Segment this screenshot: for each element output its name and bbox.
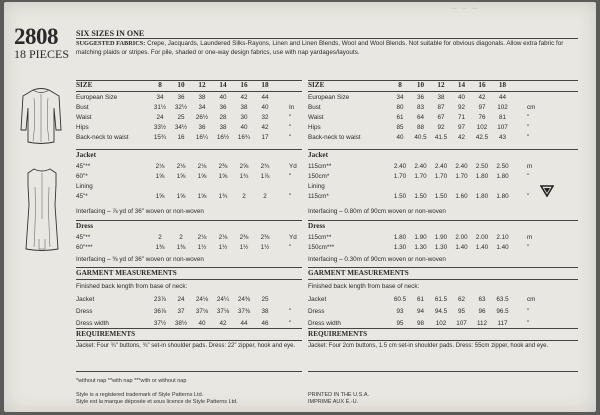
table-cell: 67 <box>437 114 445 121</box>
table-cell: 42 <box>219 320 227 327</box>
garment-rule <box>76 267 302 268</box>
table-cell: 97 <box>457 124 465 131</box>
unit-label: Yd <box>289 234 297 241</box>
table-cell: 33½ <box>153 124 167 131</box>
table-cell: 97 <box>478 104 486 111</box>
table-cell: 42.5 <box>475 134 489 141</box>
table-cell: 62 <box>457 296 465 303</box>
table-cell: 46 <box>261 320 269 327</box>
requirements-heading-rule <box>76 340 302 341</box>
table-cell: 1⅝ <box>155 193 165 200</box>
pattern-envelope-back <box>4 2 596 412</box>
garment-row-label: Jacket <box>76 296 95 303</box>
table-cell: 43 <box>498 134 506 141</box>
unit-label: m <box>527 234 533 241</box>
requirements-rule <box>308 328 578 329</box>
table-cell: 42 <box>240 94 248 101</box>
table-cell: 107 <box>456 320 467 327</box>
table-cell: 1.40 <box>455 244 468 251</box>
table-cell: 28 <box>219 114 227 121</box>
table-cell: 36⅞ <box>153 308 167 315</box>
table-cell: 81 <box>498 114 506 121</box>
table-cell: 1.60 <box>455 193 468 200</box>
dress-rule <box>308 220 578 221</box>
size-column-header: 18 <box>498 81 507 89</box>
jacket-heading: Jacket <box>308 151 328 159</box>
table-cell: 2⅜ <box>218 163 228 170</box>
table-cell: 38½ <box>174 320 188 327</box>
table-cell: 1½ <box>197 244 207 251</box>
table-cell: 38 <box>437 94 445 101</box>
table-cell: 1.50 <box>414 193 427 200</box>
table-cell: 63 <box>478 296 486 303</box>
dress-row-label: 150cm*** <box>308 244 335 251</box>
pattern-number: 2808 <box>14 24 58 49</box>
table-cell: 36 <box>177 94 185 101</box>
table-cell: 16¾ <box>237 134 251 141</box>
jacket-rule <box>76 149 302 150</box>
table-cell: 2⅜ <box>239 234 249 241</box>
unit-label: " <box>289 114 292 121</box>
size-row-label: European Size <box>308 94 350 101</box>
table-cell: 1½ <box>218 244 228 251</box>
table-cell: 42 <box>457 134 465 141</box>
table-cell: 93 <box>396 308 404 315</box>
table-cell: 1⅝ <box>218 173 228 180</box>
table-cell: 83 <box>416 104 424 111</box>
size-column-header: 14 <box>457 81 466 89</box>
jacket-interfacing: Interfacing – 0.80m of 90cm woven or non-woven <box>308 208 446 215</box>
garment-measurements-heading: GARMENT MEASUREMENTS <box>76 269 177 277</box>
table-cell: 76 <box>478 114 486 121</box>
size-column-header: 12 <box>198 81 206 89</box>
table-cell: 94.5 <box>434 308 448 315</box>
table-cell: 1¾ <box>218 193 228 200</box>
table-cell: 1.90 <box>434 234 448 241</box>
table-cell: 1⅜ <box>155 244 165 251</box>
jacket-interfacing: Interfacing – ⅞ yd of 36" woven or non-woven <box>76 208 204 215</box>
table-cell: 1.80 <box>496 173 509 180</box>
dress-heading: Dress <box>76 222 94 230</box>
garment-heading-rule <box>76 279 302 280</box>
garment-row-label: Dress <box>76 308 93 315</box>
table-cell: 61 <box>396 114 404 121</box>
table-cell: 1.70 <box>414 173 427 180</box>
nap-note: *without nap **with nap ***with or without nap <box>76 378 187 384</box>
table-cell: 1½ <box>260 244 270 251</box>
requirements-bottom-rule <box>308 371 578 372</box>
size-heading-rule <box>76 91 302 92</box>
table-cell: 23⅞ <box>153 296 167 303</box>
table-cell: 71 <box>457 114 465 121</box>
size-column-header: 10 <box>416 81 425 89</box>
garment-subheading: Finished back length from base of neck: <box>308 283 420 290</box>
unit-label: " <box>289 124 292 131</box>
size-row-label: Bust <box>308 104 321 111</box>
table-cell: 96 <box>478 308 486 315</box>
table-cell: 44 <box>261 94 269 101</box>
table-cell: 40 <box>261 104 269 111</box>
table-cell: 1.80 <box>496 193 509 200</box>
table-cell: 1.40 <box>496 244 509 251</box>
requirements-heading-rule <box>308 340 578 341</box>
size-row-label: Hips <box>76 124 89 131</box>
dress-interfacing: Interfacing – 0.30m of 90cm woven or non-woven <box>308 256 446 263</box>
table-cell: 2⅛ <box>197 234 207 241</box>
table-cell: 2⅝ <box>239 163 249 170</box>
table-cell: 2⅛ <box>176 163 186 170</box>
garment-row-label: Dress width <box>76 320 109 327</box>
table-cell: 40 <box>198 320 206 327</box>
table-cell: 40 <box>396 134 404 141</box>
table-cell: 95 <box>457 308 465 315</box>
table-cell: 1⅜ <box>176 244 186 251</box>
table-cell: 1.40 <box>475 244 489 251</box>
suggested-fabrics <box>76 40 576 57</box>
table-cell: 24 <box>177 296 185 303</box>
table-cell: 2⅛ <box>197 163 207 170</box>
unit-label: " <box>527 114 530 121</box>
table-cell: 32½ <box>174 104 188 111</box>
table-cell: 32 <box>261 114 269 121</box>
jacket-row-label: 115cm* <box>308 193 329 200</box>
table-cell: 87 <box>437 104 445 111</box>
table-cell: 36 <box>219 104 227 111</box>
size-row-label: European Size <box>76 94 118 101</box>
table-cell: 44 <box>498 94 506 101</box>
unit-label: " <box>289 308 292 315</box>
table-cell: 102 <box>476 124 488 131</box>
table-cell: 1.80 <box>475 173 489 180</box>
unit-label: " <box>527 134 530 141</box>
table-cell: 40 <box>219 94 227 101</box>
table-cell: 61 <box>416 296 424 303</box>
unit-label: " <box>527 124 530 131</box>
table-cell: 107 <box>497 124 508 131</box>
garment-heading-rule <box>308 279 578 280</box>
requirements-heading: REQUIREMENTS <box>308 330 368 338</box>
dress-row-label: 45"** <box>76 234 91 241</box>
table-cell: 1.70 <box>455 173 468 180</box>
table-cell: 92 <box>437 124 445 131</box>
table-cell: 1.80 <box>393 234 407 241</box>
size-row-label: Waist <box>308 114 324 121</box>
size-row-label: Back-neck to waist <box>76 134 129 141</box>
table-cell: 34 <box>156 94 164 101</box>
table-cell: 2.00 <box>475 234 489 241</box>
table-cell: 38 <box>198 94 206 101</box>
table-cell: 2.50 <box>475 163 489 170</box>
jacket-row-label: Lining <box>308 183 325 190</box>
table-cell: 38 <box>219 124 227 131</box>
table-cell: 37⅛ <box>216 308 230 315</box>
table-cell: 1.80 <box>475 193 489 200</box>
table-cell: 25 <box>177 114 185 121</box>
jacket-row-label: Lining <box>76 183 93 190</box>
requirements-rule <box>76 328 302 329</box>
faded-stamp: ~ ~ ~ <box>450 4 479 14</box>
size-row-label: Back-neck to waist <box>308 134 361 141</box>
table-cell: 40 <box>457 94 465 101</box>
table-cell: 2.00 <box>455 234 468 241</box>
garment-row-label: Dress <box>308 308 325 315</box>
table-cell: 34 <box>396 94 404 101</box>
table-cell: 26½ <box>195 114 209 121</box>
table-cell: 94 <box>416 308 424 315</box>
table-cell: 40 <box>240 124 248 131</box>
table-cell: 1.30 <box>393 244 407 251</box>
size-column-header: 10 <box>177 81 185 89</box>
table-cell: 1.70 <box>434 173 448 180</box>
table-cell: 40.5 <box>414 134 427 141</box>
table-cell: 37⅜ <box>237 308 251 315</box>
table-cell: 63.5 <box>496 296 509 303</box>
unit-label: " <box>289 134 292 141</box>
table-cell: 102 <box>497 104 508 111</box>
jacket-row-label: 150cm* <box>308 173 330 180</box>
unit-label: " <box>527 320 530 327</box>
table-cell: 1.50 <box>393 193 407 200</box>
table-cell: 16¼ <box>195 134 209 141</box>
unit-label: " <box>289 244 292 251</box>
unit-label: " <box>527 244 530 251</box>
table-cell: 2⅛ <box>155 163 165 170</box>
table-cell: 85 <box>396 124 404 131</box>
unit-label: " <box>289 320 292 327</box>
size-column-header: 16 <box>478 81 486 89</box>
table-cell: 1⅝ <box>176 173 186 180</box>
table-cell: 44 <box>240 320 248 327</box>
unit-label: " <box>289 193 292 200</box>
requirements-text: Jacket: Four ¾" buttons, ¾" set-in shoulder pads. Dress: 22" zipper, hook and eye. <box>76 343 296 349</box>
table-cell: 102 <box>435 320 447 327</box>
table-cell: 15¾ <box>153 134 167 141</box>
requirements-bottom-rule <box>76 371 302 372</box>
trademark-french: Style est la marque déposée et sous licence de Style Patterns Ltd. <box>76 399 238 405</box>
table-cell: 36 <box>416 94 424 101</box>
table-cell: 24 <box>156 114 164 121</box>
dress-back-sketch <box>20 165 64 253</box>
table-cell: 2 <box>242 193 246 200</box>
table-cell: 1⅞ <box>260 173 270 180</box>
table-cell: 2.40 <box>393 163 407 170</box>
table-cell: 1.70 <box>393 173 407 180</box>
table-cell: 41.5 <box>434 134 448 141</box>
unit-label: " <box>527 193 530 200</box>
table-cell: 2.40 <box>414 163 427 170</box>
pattern-header <box>14 26 69 60</box>
table-cell: 2 <box>158 234 162 241</box>
table-cell: 16½ <box>216 134 230 141</box>
table-cell: 34½ <box>174 124 188 131</box>
size-row-label: Waist <box>76 114 92 121</box>
triangle-marker-icon <box>540 185 554 197</box>
dress-row-label: 60"*** <box>76 244 93 251</box>
table-cell: 36 <box>198 124 206 131</box>
table-cell: 1¾ <box>239 173 249 180</box>
dress-heading: Dress <box>308 222 326 230</box>
sizes-label: SIX SIZES IN ONE <box>76 29 145 38</box>
requirements-text: Jacket: Four 2cm buttons, 1.5 cm set-in shoulder pads. Dress: 55cm zipper, hook and eye. <box>308 343 549 349</box>
table-cell: 2.40 <box>455 163 468 170</box>
unit-label: " <box>527 173 530 180</box>
size-column-header: 18 <box>261 81 269 89</box>
table-cell: 34 <box>198 104 206 111</box>
size-heading: SIZE <box>308 81 325 89</box>
header-divider <box>76 38 578 39</box>
table-cell: 112 <box>476 320 488 327</box>
jacket-row-label: 115cm** <box>308 163 332 170</box>
table-cell: 98 <box>416 320 424 327</box>
size-column-header: 12 <box>437 81 445 89</box>
garment-row-label: Dress width <box>308 320 341 327</box>
dress-row-label: 115cm** <box>308 234 332 241</box>
table-cell: 37½ <box>153 320 167 327</box>
size-column-header: 14 <box>219 81 227 89</box>
table-cell: 61.5 <box>434 296 448 303</box>
garment-rule <box>308 267 578 268</box>
jacket-row-label: 60"* <box>76 173 88 180</box>
table-cell: 2 <box>179 234 183 241</box>
unit-label: " <box>289 173 292 180</box>
jacket-heading: Jacket <box>76 151 96 159</box>
unit-label: cm <box>527 104 536 111</box>
table-cell: 60.5 <box>393 296 407 303</box>
table-cell: 80 <box>396 104 404 111</box>
size-row-label: Hips <box>308 124 321 131</box>
dress-interfacing: Interfacing – ⅜ yd of 36" woven or non-woven <box>76 256 204 263</box>
table-cell: 1½ <box>239 244 249 251</box>
jacket-rule <box>308 149 578 150</box>
garment-measurements-heading: GARMENT MEASUREMENTS <box>308 269 409 277</box>
table-cell: 1⅝ <box>176 193 186 200</box>
printed-in-usa: PRINTED IN THE U.S.A. <box>308 392 370 398</box>
table-cell: 1⅝ <box>197 173 207 180</box>
table-cell: 38 <box>261 308 269 315</box>
unit-label: m <box>527 163 533 170</box>
pattern-pieces: 18 PIECES <box>14 47 70 61</box>
size-column-header: 8 <box>158 81 162 89</box>
table-cell: 2 <box>263 193 267 200</box>
printed-in-usa-french: IMPRIMÉ AUX É.-U. <box>308 399 359 405</box>
table-cell: 25 <box>261 296 269 303</box>
table-cell: 37⅛ <box>195 308 209 315</box>
trademark-english: Style is a registered trademark of Style Patterns Ltd. <box>76 392 204 398</box>
table-cell: 1.90 <box>414 234 427 241</box>
table-cell: 2¾ <box>260 163 270 170</box>
table-cell: 42 <box>261 124 269 131</box>
jacket-row-label: 45"* <box>76 193 88 200</box>
table-cell: 30 <box>240 114 248 121</box>
size-heading-rule <box>308 91 578 92</box>
table-cell: 2⅛ <box>218 234 228 241</box>
fabrics-text: Crepe, Jacquards, Laundered Silks-Rayons, Linen and Linen Blends, Wool and Wool Blends. Not suitable for obvious diagonals. Allow extra fabric for matching plaids or stripes. For pile, shaded or one-way design fabrics, use with nap yardages/layouts. <box>76 40 564 56</box>
table-cell: 88 <box>416 124 424 131</box>
table-cell: 95 <box>396 320 404 327</box>
table-cell: 1⅝ <box>197 193 207 200</box>
dress-rule <box>76 220 302 221</box>
unit-label: " <box>527 308 530 315</box>
table-cell: 24¼ <box>216 296 230 303</box>
table-cell: 2.40 <box>434 163 448 170</box>
table-cell: 1⅝ <box>155 173 165 180</box>
table-cell: 117 <box>497 320 508 327</box>
table-cell: 2⅜ <box>260 234 270 241</box>
unit-label: In <box>289 104 295 111</box>
size-column-header: 16 <box>240 81 248 89</box>
fabrics-heading: SUGGESTED FABRICS: <box>76 40 146 47</box>
unit-label: Yd <box>289 163 297 170</box>
jacket-row-label: 45"** <box>76 163 91 170</box>
table-cell: 17 <box>261 134 269 141</box>
garment-subheading: Finished back length from base of neck: <box>76 283 188 290</box>
table-cell: 1.30 <box>434 244 448 251</box>
table-cell: 96.5 <box>496 308 509 315</box>
table-cell: 24⅛ <box>195 296 209 303</box>
table-cell: 31½ <box>153 104 167 111</box>
unit-label: cm <box>527 296 536 303</box>
requirements-heading: REQUIREMENTS <box>76 330 136 338</box>
table-cell: 16 <box>177 134 185 141</box>
table-cell: 1.30 <box>414 244 427 251</box>
table-cell: 1.50 <box>434 193 448 200</box>
table-cell: 64 <box>416 114 424 121</box>
size-column-header: 8 <box>398 81 402 89</box>
table-cell: 92 <box>457 104 465 111</box>
table-cell: 42 <box>478 94 486 101</box>
jacket-back-sketch <box>18 86 64 156</box>
table-cell: 38 <box>240 104 248 111</box>
size-row-label: Bust <box>76 104 89 111</box>
size-heading: SIZE <box>76 81 93 89</box>
garment-row-label: Jacket <box>308 296 327 303</box>
table-cell: 2.50 <box>496 163 509 170</box>
table-cell: 2.10 <box>496 234 509 241</box>
table-cell: 37 <box>177 308 185 315</box>
table-cell: 24⅜ <box>237 296 251 303</box>
